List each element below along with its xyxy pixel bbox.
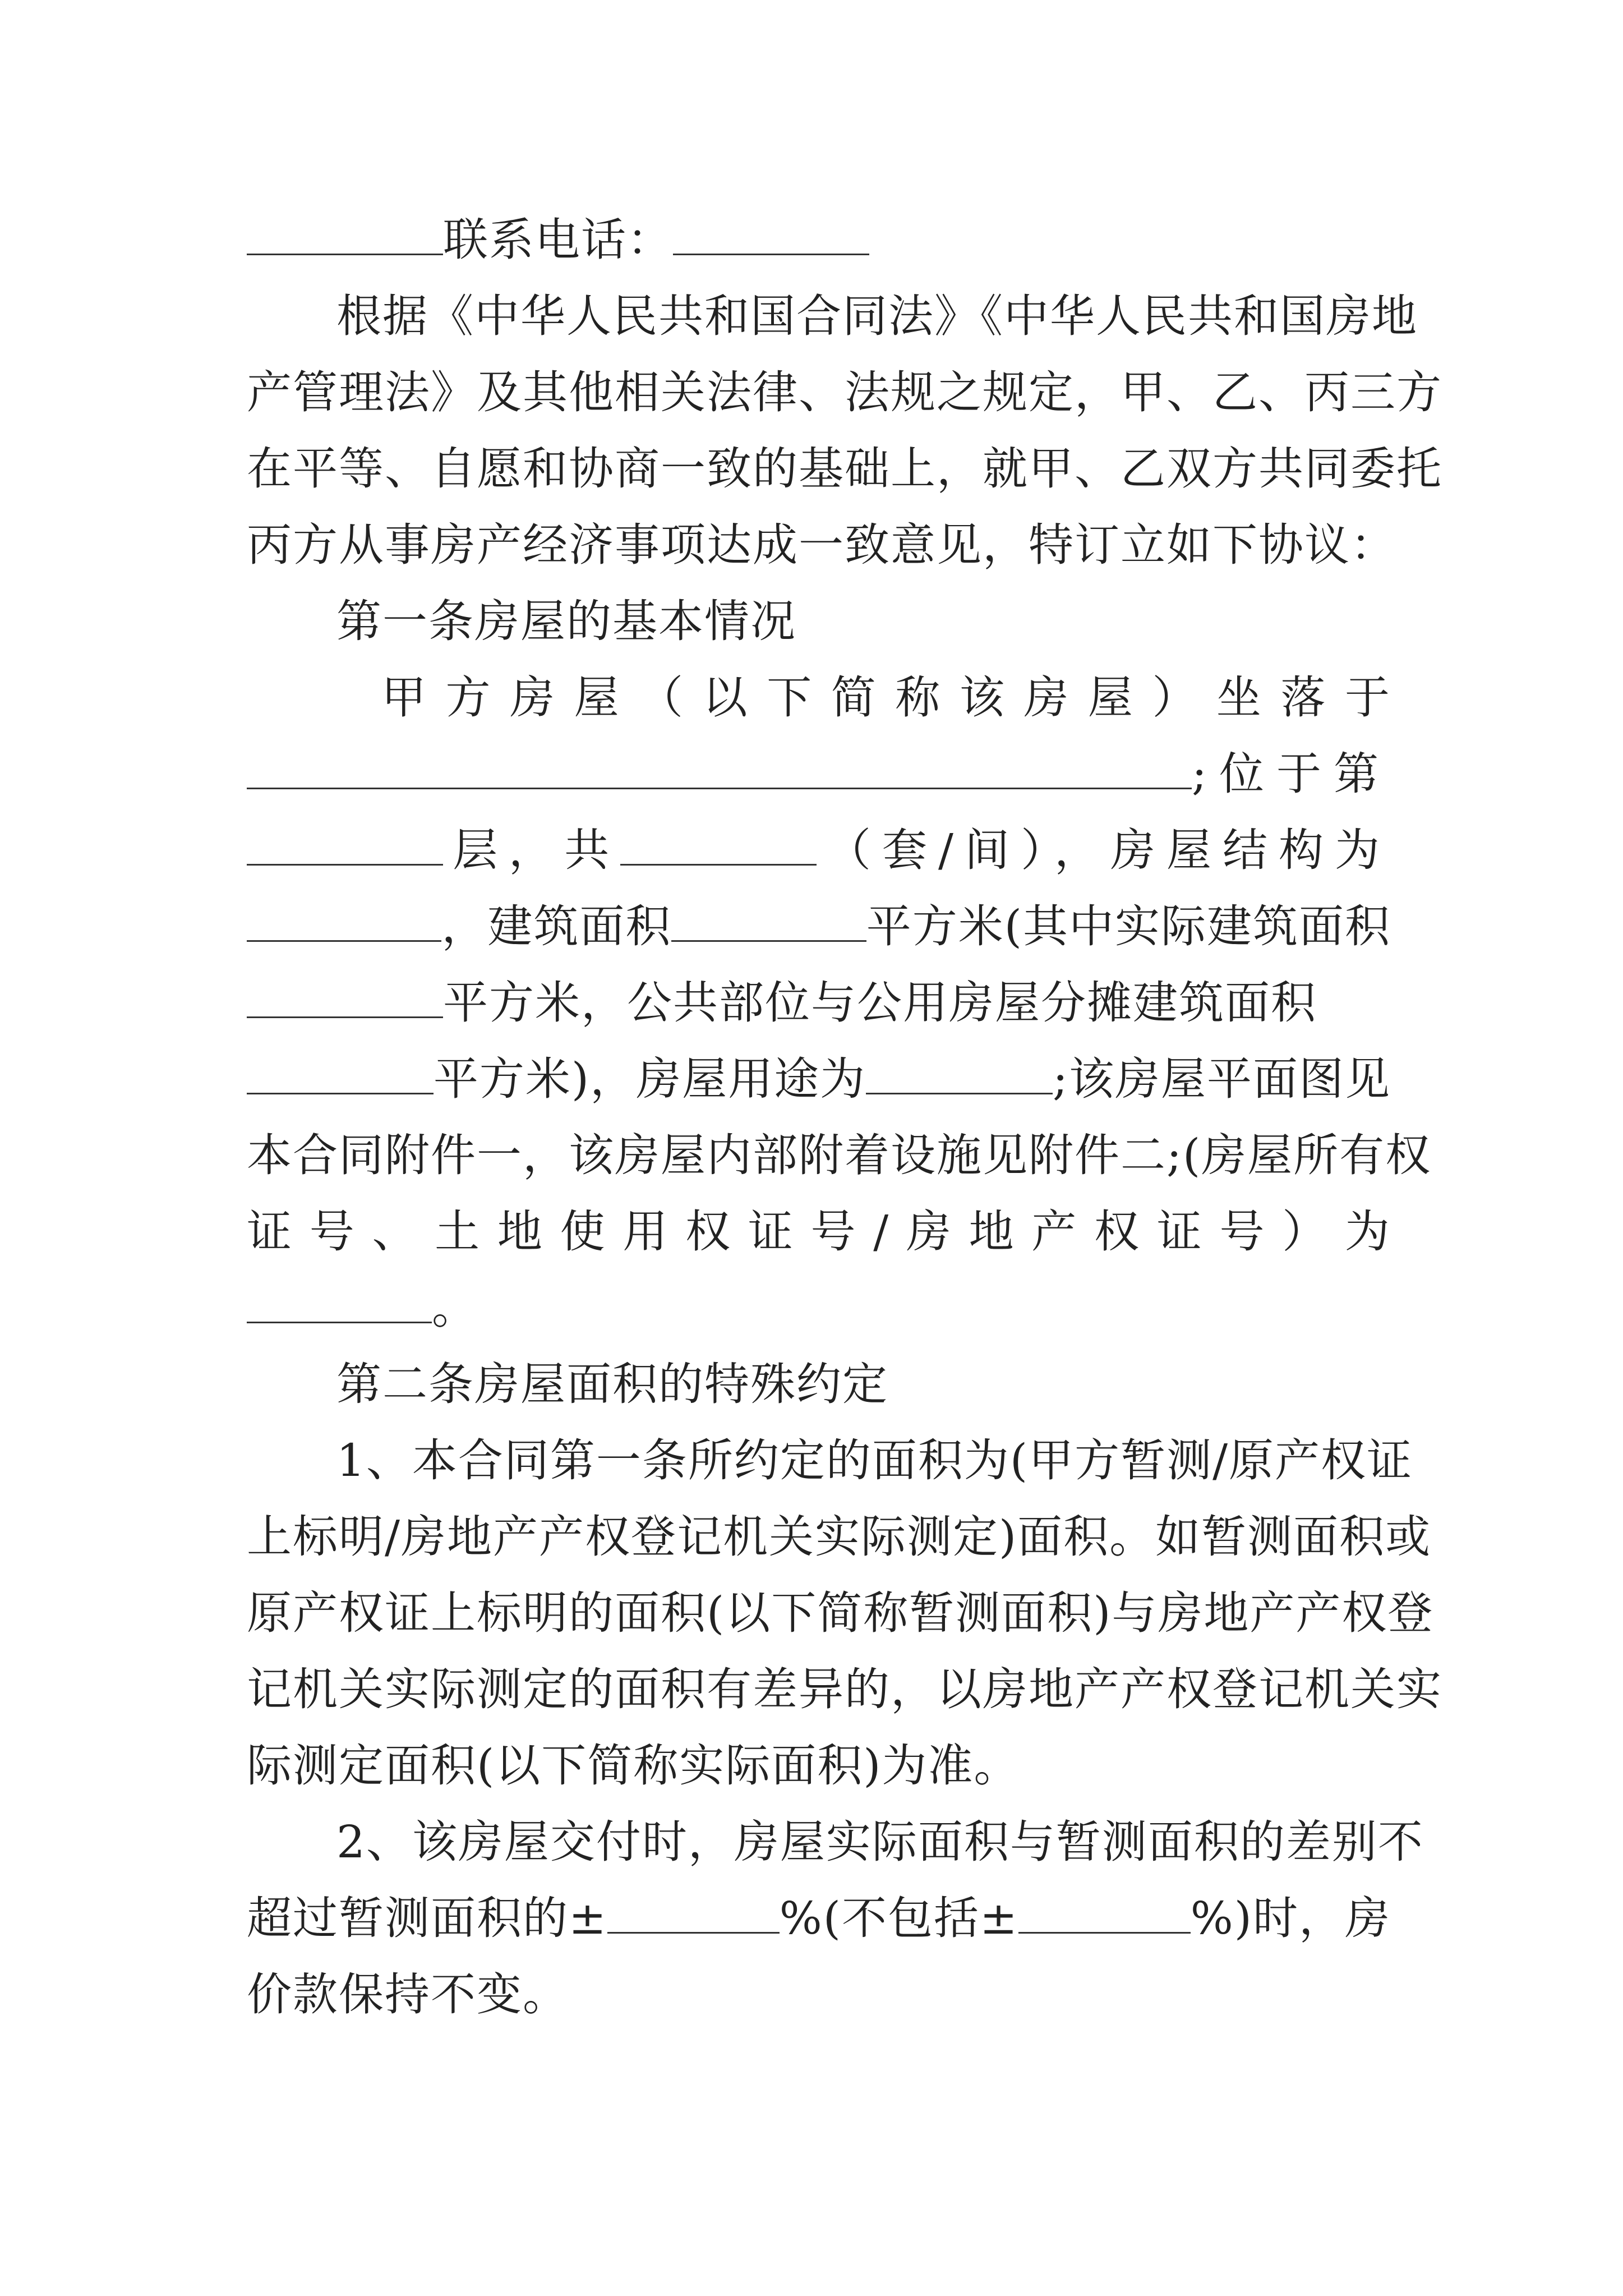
article-title: 第二条房屋面积的特殊约定 xyxy=(336,1358,888,1410)
char: 权 xyxy=(1094,1205,1141,1258)
char: 地 xyxy=(497,1205,543,1258)
char: 房 xyxy=(1023,671,1070,724)
text-fragment: 层 xyxy=(453,824,499,876)
floor-blank-field[interactable] xyxy=(247,830,443,866)
char: 该 xyxy=(959,671,1006,724)
text-fragment: %)时，房 xyxy=(1190,1892,1391,1944)
char: 产 xyxy=(1031,1205,1078,1258)
char: 号 xyxy=(1219,1205,1266,1258)
article1-line xyxy=(247,889,1391,965)
article1-line xyxy=(247,1041,1391,1117)
text-fragment: ;位于第 xyxy=(1192,748,1391,800)
char: （ xyxy=(638,671,685,724)
contact-line xyxy=(247,202,1391,278)
char: 权 xyxy=(685,1205,732,1258)
clause-line: 2、该房屋交付时，房屋实际面积与暂测面积的差别不 xyxy=(336,1816,1424,1868)
char: 地 xyxy=(969,1205,1015,1258)
char: 方 xyxy=(445,671,492,724)
text-fragment: 超过暂测面积的± xyxy=(247,1892,608,1944)
char: 房 xyxy=(906,1205,952,1258)
clause-line: 1、本合同第一条所约定的面积为(甲方暂测/原产权证 xyxy=(336,1434,1413,1487)
char: 简 xyxy=(831,671,877,724)
preamble-line: 丙方从事房产经济事项达成一致意见，特订立如下协议： xyxy=(247,519,1396,571)
char: 屋 xyxy=(574,671,620,724)
units-blank-field[interactable] xyxy=(620,830,817,866)
article1-line xyxy=(247,1270,1391,1346)
article1-line xyxy=(247,1194,1391,1270)
char: ） xyxy=(1152,671,1198,724)
article-title: 第一条房屋的基本情况 xyxy=(336,595,796,647)
article1-line xyxy=(247,736,1391,812)
char: 房 xyxy=(510,671,556,724)
shared-area-blank-field[interactable] xyxy=(247,1059,434,1094)
char: 证 xyxy=(748,1205,794,1258)
preamble-line: 在平等、自愿和协商一致的基础上，就甲、乙双方共同委托 xyxy=(247,443,1442,495)
text-fragment: %(不包括± xyxy=(779,1892,1019,1944)
contact-phone-label: 联系电话： xyxy=(443,214,673,266)
char: 称 xyxy=(895,671,942,724)
char: 为 xyxy=(1344,1205,1391,1258)
char: 、 xyxy=(372,1205,418,1258)
preamble-line: 根据《中华人民共和国合同法》《中华人民共和国房地 xyxy=(336,290,1418,342)
char: ） xyxy=(1282,1205,1329,1258)
text-fragment: ，建筑面积 xyxy=(441,900,672,953)
char: 土 xyxy=(435,1205,481,1258)
char: 屋 xyxy=(1087,671,1134,724)
char: 使 xyxy=(560,1205,606,1258)
text-fragment: ， xyxy=(508,824,555,876)
clause-line: 上标明/房地产产权登记机关实际测定)面积。如暂测面积或 xyxy=(247,1511,1432,1563)
text-fragment: 平方米)，房屋用途为 xyxy=(433,1053,866,1105)
char: 号 xyxy=(810,1205,857,1258)
char: 于 xyxy=(1344,671,1391,724)
tolerance-exclusive-blank-field[interactable] xyxy=(1018,1898,1191,1934)
article1-line xyxy=(247,660,1391,736)
tolerance-blank-field[interactable] xyxy=(607,1898,780,1934)
actual-area-blank-field[interactable] xyxy=(247,983,443,1018)
char: 坐 xyxy=(1216,671,1262,724)
area-blank-field[interactable] xyxy=(671,907,866,942)
text-fragment: 平方米(其中实际建筑面积 xyxy=(866,900,1391,953)
phone-blank-field[interactable] xyxy=(673,220,869,255)
text-fragment: （套/间），房屋结构为 xyxy=(826,824,1391,876)
char: 甲 xyxy=(381,671,427,724)
structure-blank-field[interactable] xyxy=(247,907,441,942)
text-fragment: 共 xyxy=(564,824,611,876)
preamble-line: 产管理法》及其他相关法律、法规之规定，甲、乙、丙三方 xyxy=(247,366,1442,418)
article1-line: 本合同附件一，该房屋内部附着设施见附件二;(房屋所有权 xyxy=(247,1129,1432,1181)
char: 落 xyxy=(1280,671,1327,724)
char: 证 xyxy=(1156,1205,1203,1258)
clause-line: 际测定面积(以下简称实际面积)为准。 xyxy=(247,1740,1020,1792)
char: 号 xyxy=(309,1205,356,1258)
text-fragment: 平方米，公共部位与公用房屋分摊建筑面积 xyxy=(443,977,1317,1029)
clause-line xyxy=(247,1880,1391,1957)
article1-line xyxy=(247,965,1391,1041)
certificate-blank-field[interactable] xyxy=(247,1288,432,1323)
char: 证 xyxy=(247,1205,293,1258)
char: 以 xyxy=(702,671,749,724)
document-page xyxy=(247,202,1442,2033)
clause-line: 记机关实际测定的面积有差异的，以房地产产权登记机关实 xyxy=(247,1663,1442,1715)
text-fragment: 。 xyxy=(432,1282,478,1334)
article1-line xyxy=(247,812,1391,889)
clause-line: 价款保持不变。 xyxy=(247,1968,569,2021)
usage-blank-field[interactable] xyxy=(866,1059,1053,1094)
char: 用 xyxy=(623,1205,669,1258)
char: 下 xyxy=(767,671,813,724)
clause-line: 原产权证上标明的面积(以下简称暂测面积)与房地产产权登 xyxy=(247,1587,1434,1639)
char: / xyxy=(873,1205,890,1258)
location-blank-field[interactable] xyxy=(247,754,1192,789)
text-fragment: ;该房屋平面图见 xyxy=(1053,1053,1391,1105)
blank-field[interactable] xyxy=(247,220,443,255)
